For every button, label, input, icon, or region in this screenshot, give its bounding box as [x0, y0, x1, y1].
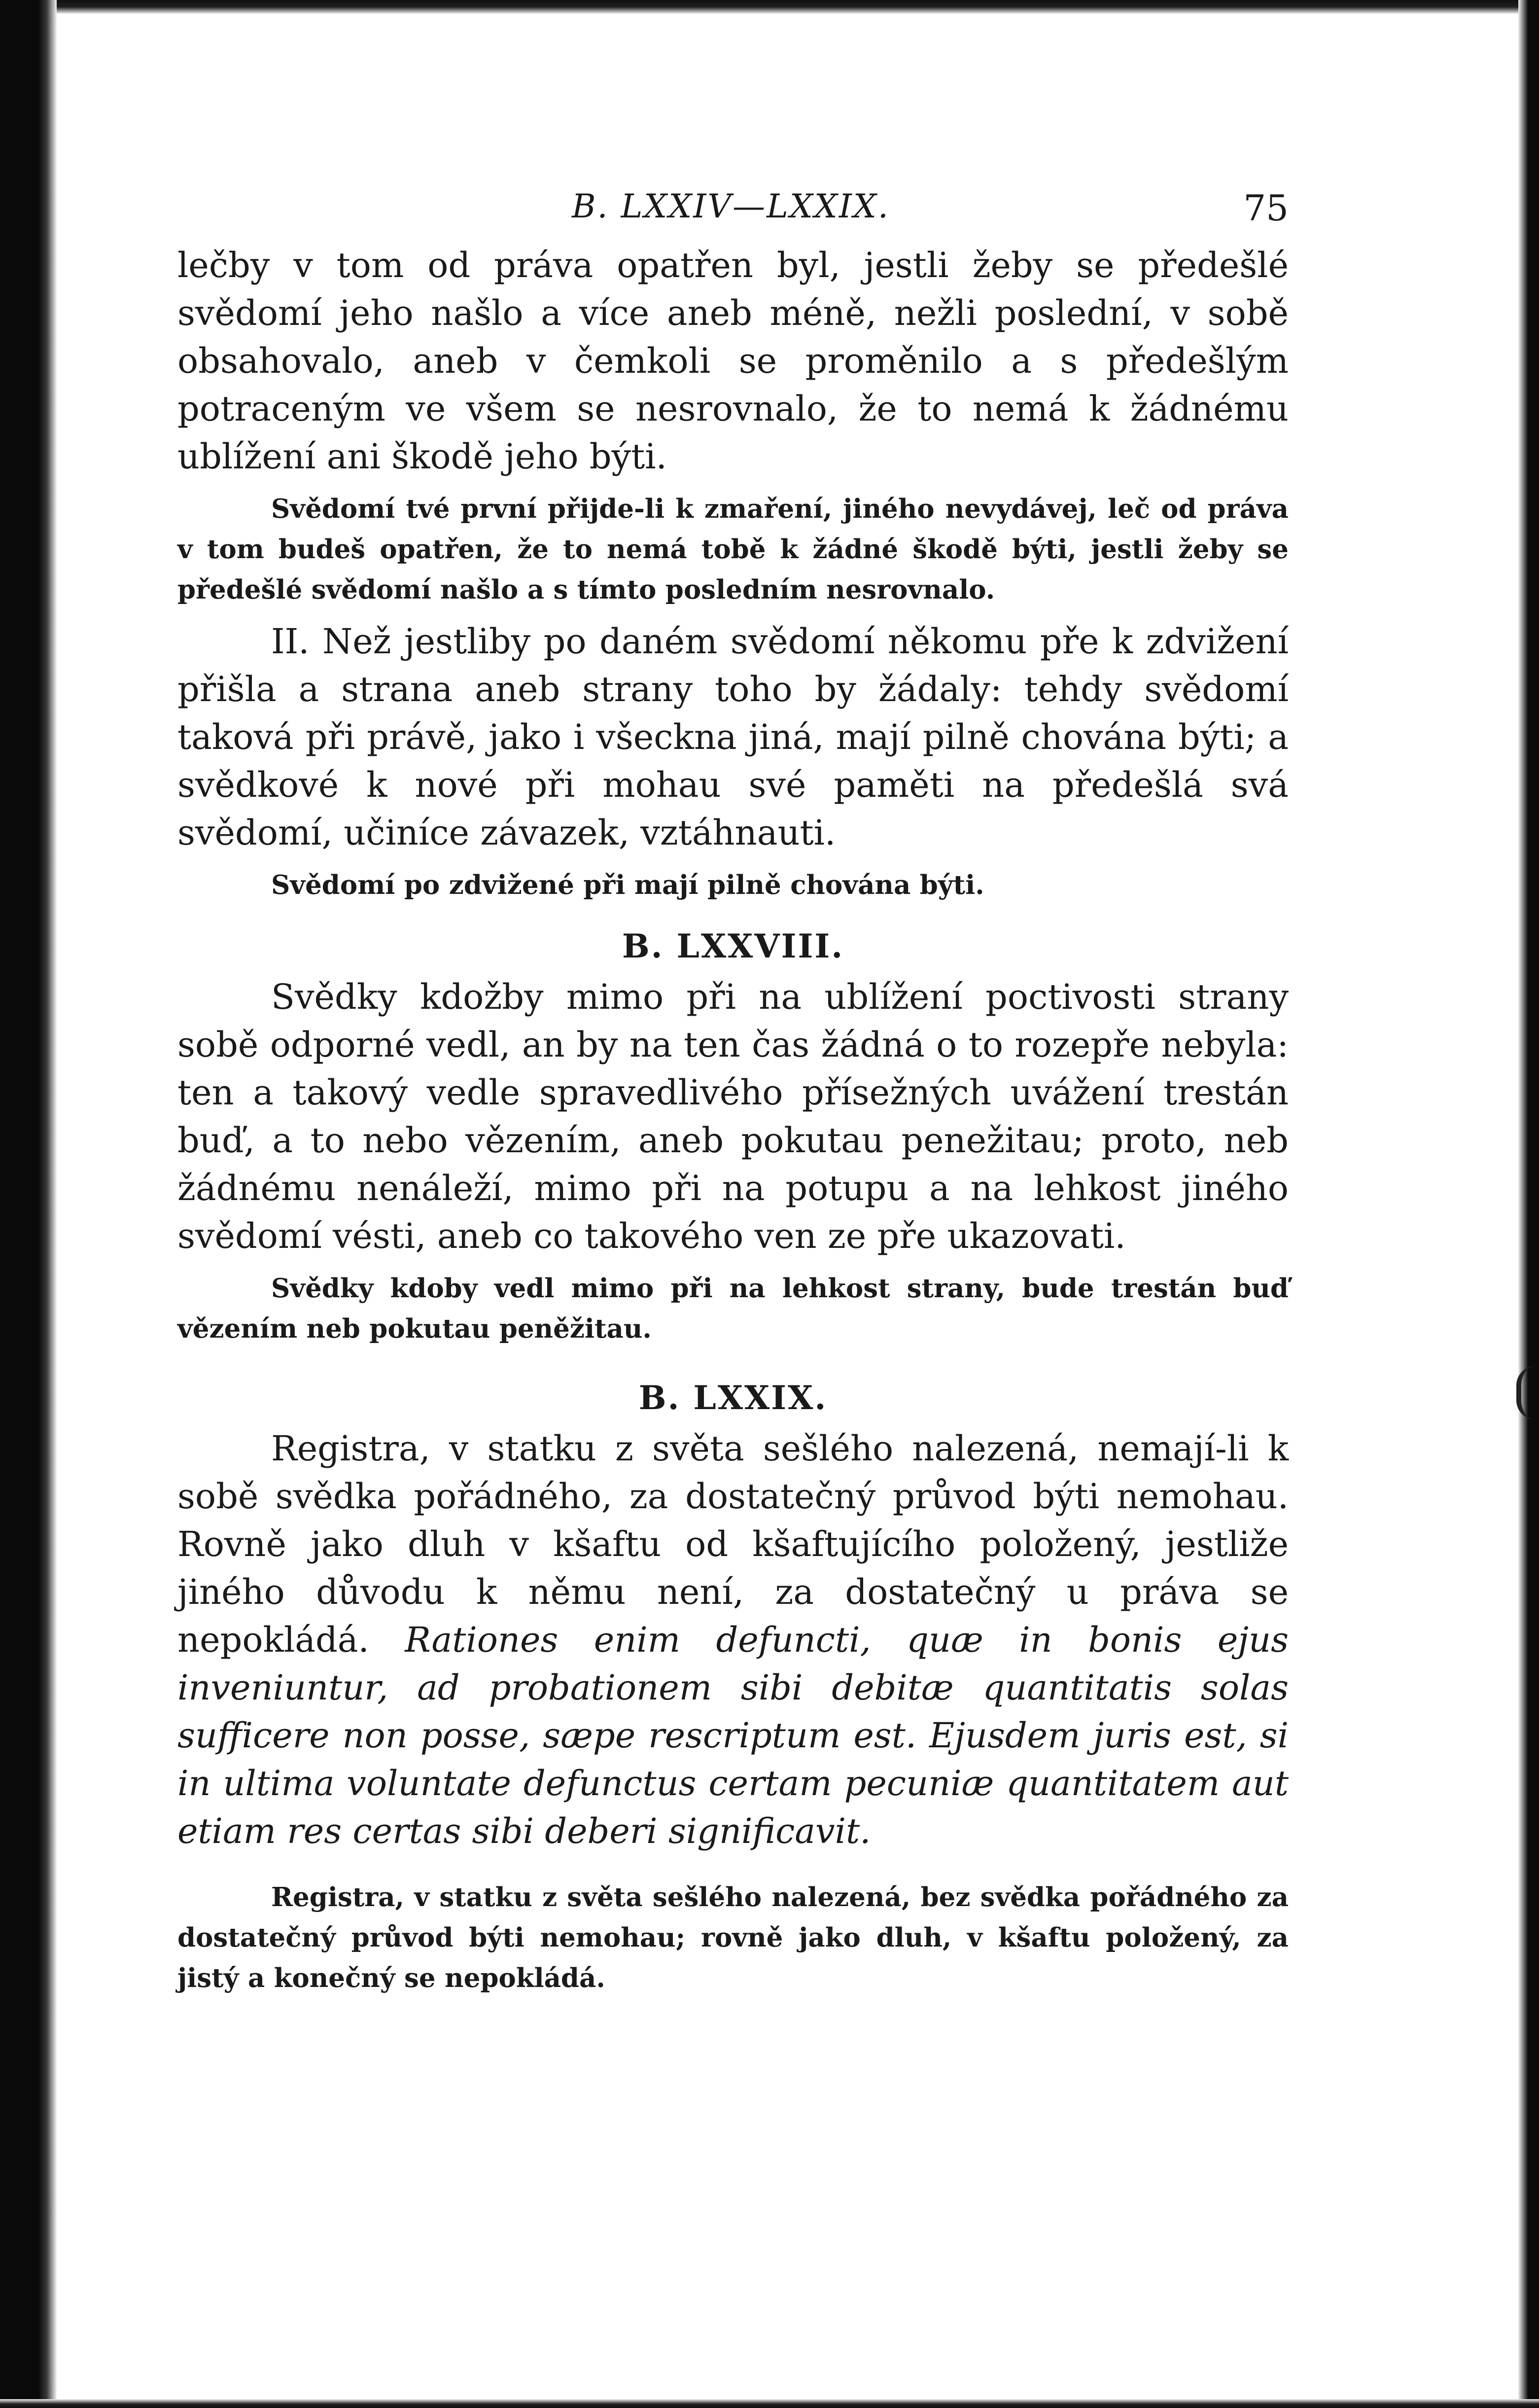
paragraph-lxxix	[177, 1425, 1289, 1855]
scan-border-right	[1518, 0, 1539, 2408]
paragraph-lxxix-czech: Registra, v statku z světa sešlého nalezená, nemají-li k sobě svědka pořádného, za dostatečný průvod býti nemohau. Rovně jako dluh v kšaftu od kšaftujícího položený, jestliže jiného důvodu k němu není, za dostatečný u práva se nepokládá.	[177, 1428, 1289, 1660]
paragraph-lxxix-latin: Rationes enim defuncti, quæ in bonis ejus inveniuntur, ad probationem sibi debitæ quantitatis solas sufficere non posse, sæpe rescriptum est. Ejusdem juris est, si in ultima voluntate defunctus certam pecuniæ quantitatem aut etiam res certas sibi deberi significavit.	[177, 1620, 1289, 1851]
book-page	[177, 187, 1289, 1998]
paragraph-section-ii: II. Než jestliby po daném svědomí někomu pře k zdvižení přišla a strana aneb strany toho by žádaly: tehdy svědomí taková při právě, jako i všeckna jiná, mají pilně chována býti; a svědkové k nové při mohau své paměti na předešlá svá svědomí, učiníce závazek, vztáhnauti.	[177, 621, 1289, 853]
scan-border-left	[0, 0, 57, 2408]
scan-border-top	[0, 0, 1539, 14]
section-heading-lxxviii: B. LXXVIII.	[622, 927, 844, 965]
section-heading-lxxix: B. LXXIX.	[638, 1379, 828, 1417]
marginal-summary-3: Svědky kdoby vedl mimo při na lehkost strany, bude trestán buď vězením neb pokutau peněžitau.	[177, 1273, 1289, 1344]
marginal-summary-4: Registra, v statku z světa sešlého nalezená, bez svědka pořádného za dostatečný průvod býti nemohau; rovně jako dluh, v kšaftu položený, za jistý a konečný se nepokládá.	[177, 1882, 1289, 1993]
marginal-summary-2: Svědomí po zdvižené při mají pilně chována býti.	[271, 870, 984, 900]
header-title: B. LXXIV—LXXIX.	[572, 187, 890, 225]
page-number: 75	[1243, 187, 1289, 229]
scan-border-bottom	[0, 2399, 1539, 2408]
paragraph-lxxviii: Svědky kdožby mimo při na ublížení poctivosti strany sobě odporné vedl, an by na ten čas žádná o to rozepře nebyla: ten a takový vedle spravedlivého přísežných uvážení trestán buď, a to nebo vězením, aneb pokutau penežitau; proto, neb žádnému nenáleží, mimo při na potupu a na lehkost jiného svědomí vésti, aneb co takového ven ze pře ukazovati.	[177, 977, 1289, 1256]
paragraph-continued: lečby v tom od práva opatřen byl, jestli žeby se předešlé svědomí jeho našlo a více aneb méně, nežli poslední, v sobě obsahovalo, aneb v čemkoli se proměnilo a s předešlým potraceným ve všem se nesrovnalo, že to nemá k žádnému ublížení ani škodě jeho býti.	[177, 245, 1289, 477]
marginal-summary-1: Svědomí tvé první přijde-li k zmaření, jiného nevydávej, leč od práva v tom budeš opatřen, že to nemá tobě k žádné škodě býti, jestli žeby se předešlé svědomí našlo a s tímto posledním nesrovnalo.	[177, 494, 1289, 605]
running-header	[177, 187, 1289, 242]
